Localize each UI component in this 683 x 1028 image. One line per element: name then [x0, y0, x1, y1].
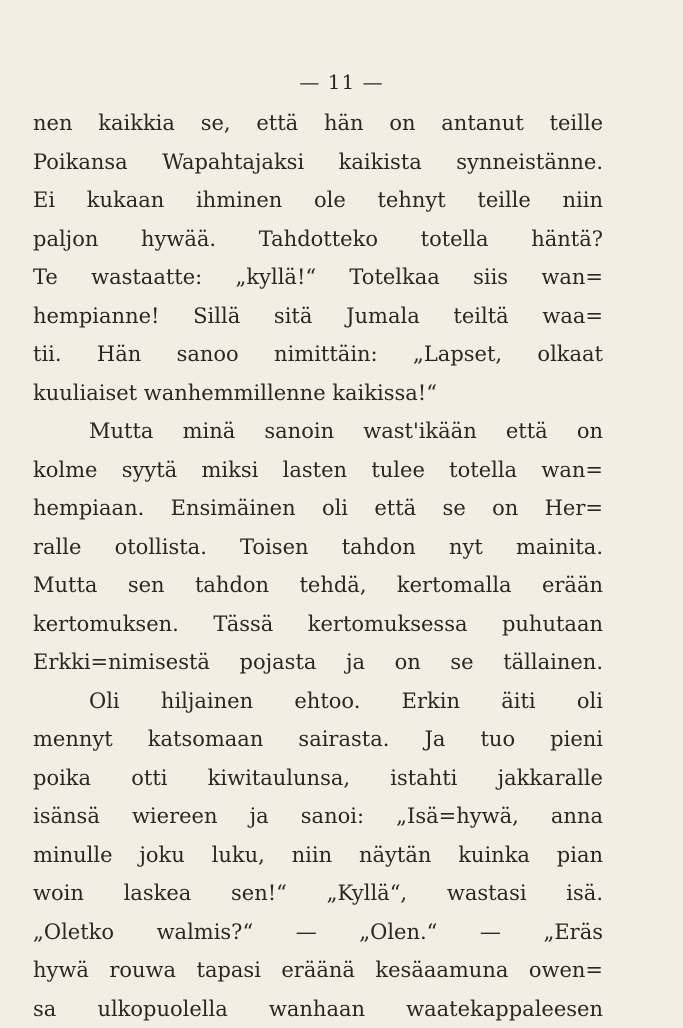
text-line: poika otti kiwitaulunsa, istahti jakkaralle [33, 759, 603, 798]
text-line: paljon hywää. Tahdotteko totella häntä? [33, 220, 603, 259]
text-line: hempianne! Sillä sitä Jumala teiltä waa= [33, 297, 603, 336]
text-line: Mutta sen tahdon tehdä, kertomalla erään [33, 566, 603, 605]
text-line: kertomuksen. Tässä kertomuksessa puhutaan [33, 605, 603, 644]
text-line: hywä rouwa tapasi eräänä kesäaamuna owen= [33, 951, 603, 990]
text-line: hempiaan. Ensimäinen oli että se on Her= [33, 489, 603, 528]
text-line: ralle otollista. Toisen tahdon nyt mainita. [33, 528, 603, 567]
text-line: Oli hiljainen ehtoo. Erkin äiti oli [33, 682, 603, 721]
body-text [33, 104, 603, 1028]
text-line: mennyt katsomaan sairasta. Ja tuo pieni [33, 720, 603, 759]
text-line: nen kaikkia se, että hän on antanut teille [33, 104, 603, 143]
text-line: kuuliaiset wanhemmillenne kaikissa!“ [33, 374, 603, 413]
text-line: minulle joku luku, niin näytän kuinka pian [33, 836, 603, 875]
text-line: tii. Hän sanoo nimittäin: „Lapset, olkaat [33, 335, 603, 374]
text-line: isänsä wiereen ja sanoi: „Isä=hywä, anna [33, 797, 603, 836]
text-line: kolme syytä miksi lasten tulee totella wan= [33, 451, 603, 490]
text-line: Poikansa Wapahtajaksi kaikista synneistänne. [33, 143, 603, 182]
page-number: — 11 — [0, 70, 683, 94]
text-line: Ei kukaan ihminen ole tehnyt teille niin [33, 181, 603, 220]
text-line: woin laskea sen!“ „Kyllä“, wastasi isä. [33, 874, 603, 913]
text-line: Te wastaatte: „kyllä!“ Totelkaa siis wan= [33, 258, 603, 297]
text-line: sa ulkopuolella wanhaan waatekappaleesen [33, 990, 603, 1028]
text-line: Mutta minä sanoin wast'ikään että on [33, 412, 603, 451]
text-line: Erkki=nimisestä pojasta ja on se tällainen. [33, 643, 603, 682]
text-line: „Oletko walmis?“ — „Olen.“ — „Eräs [33, 913, 603, 952]
